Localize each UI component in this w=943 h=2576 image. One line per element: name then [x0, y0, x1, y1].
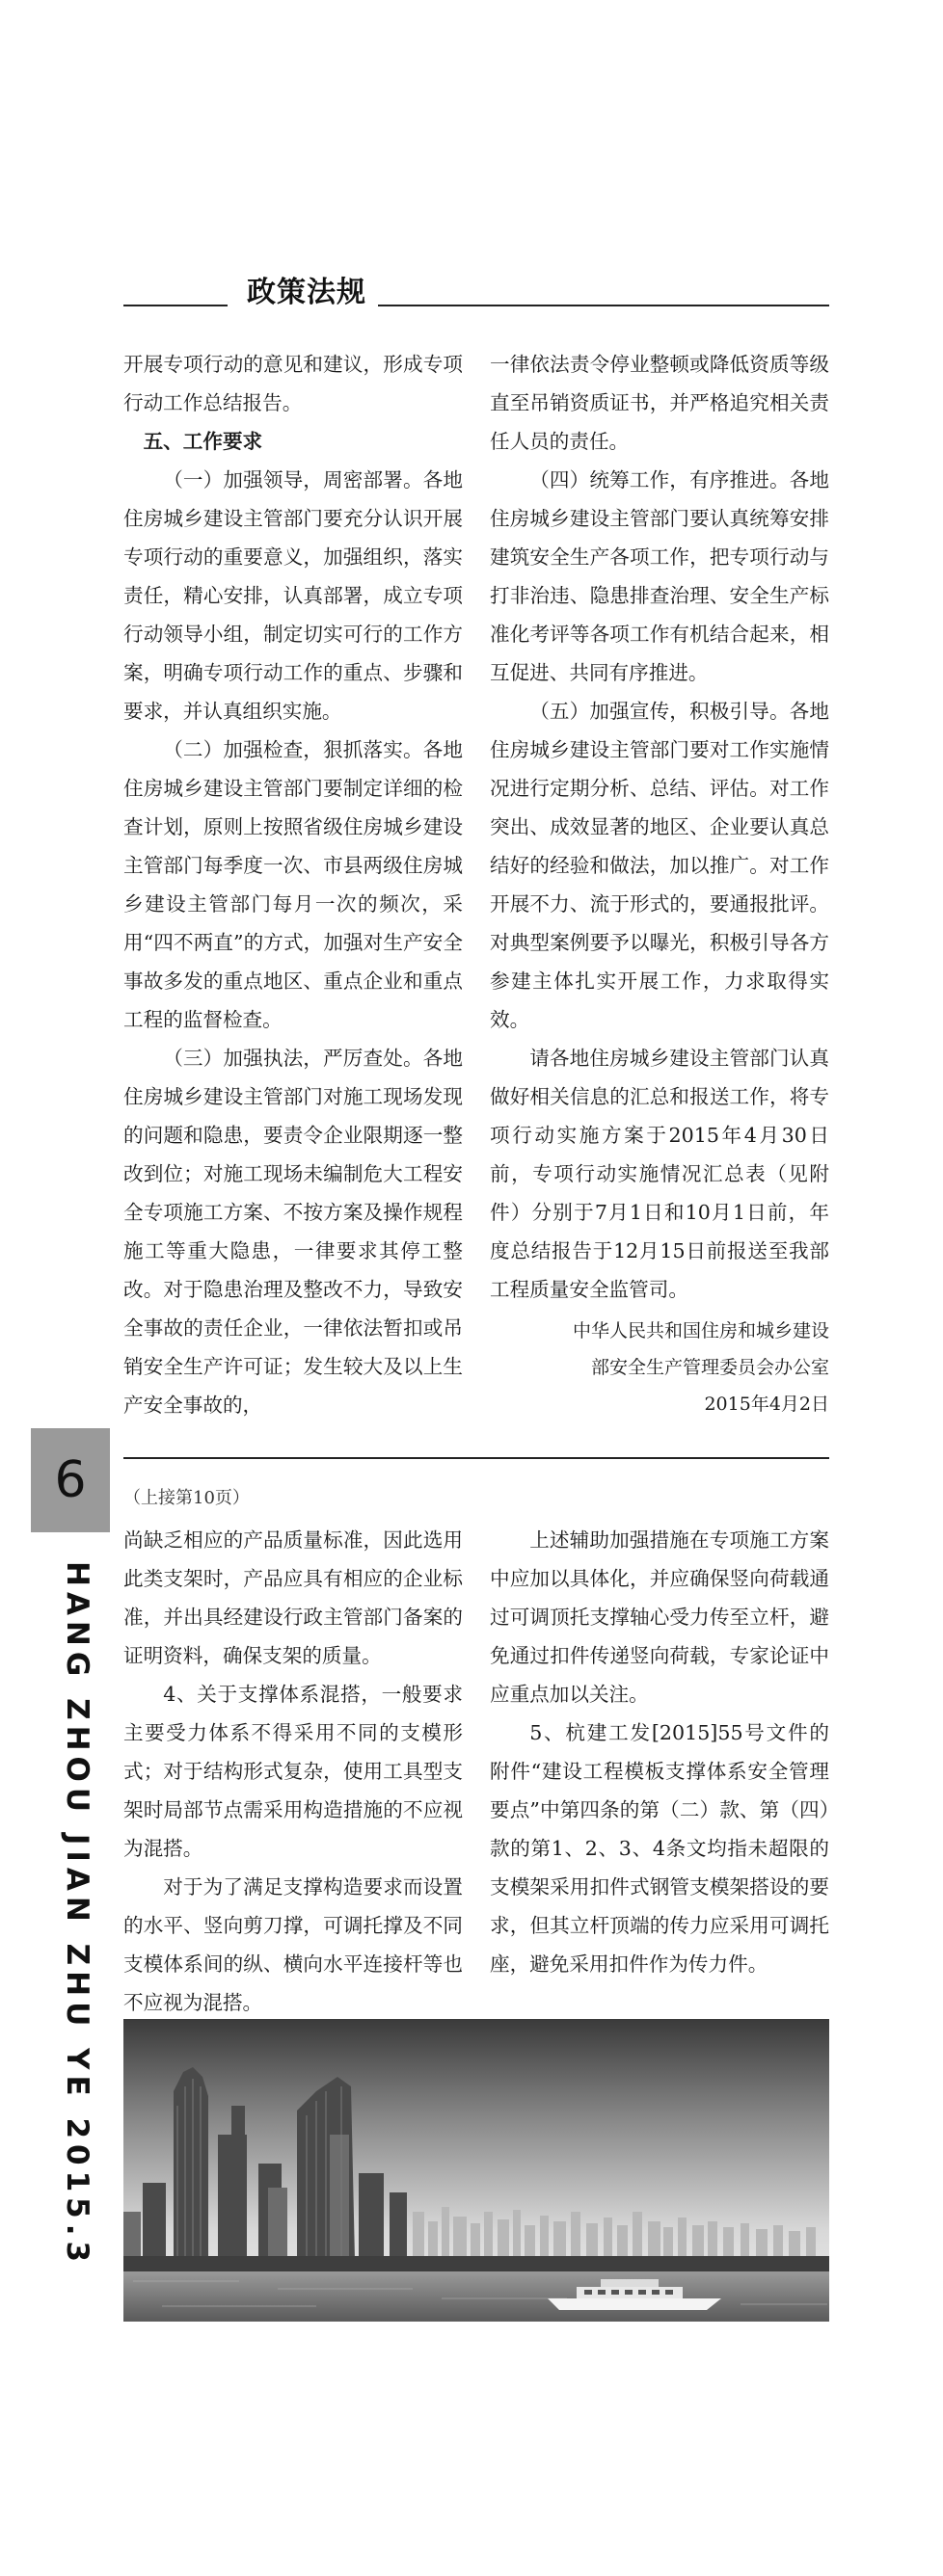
header-rule-left [123, 305, 228, 306]
paragraph: 请各地住房城乡建设主管部门认真做好相关信息的汇总和报送工作，将专项行动实施方案于2015年4月30日前，专项行动实施情况汇总表（见附件）分别于7月1日和10月1日前，年度总结报告于12月15日前报送至我部工程质量安全监管司。 [490, 1047, 829, 1301]
top-left-column [123, 345, 463, 1424]
signature-date: 2015年4月2日 [704, 1394, 829, 1415]
paragraph: 对于为了满足支撑构造要求而设置的水平、竖向剪刀撑，可调托撑及不同支模体系间的纵、横向水平连接杆等也不应视为混搭。 [123, 1875, 463, 2014]
page-number-box [31, 1428, 110, 1532]
section-title: 政策法规 [247, 276, 366, 309]
section-heading: 五、工作要求 [143, 430, 263, 453]
paragraph: （三）加强执法，严厉查处。各地住房城乡建设主管部门对施工现场发现的问题和隐患，要责令企业限期逐一整改到位；对施工现场未编制危大工程安全专项施工方案、不按方案及操作规程施工等重大隐患，一律要求其停工整改。对于隐患治理及整改不力，导致安全事故的责任企业，一律依法暂扣或吊销安全生产许可证；发生较大及以上生产安全事故的， [123, 1047, 463, 1417]
paragraph: 开展专项行动的意见和建议，形成专项行动工作总结报告。 [123, 353, 463, 414]
section-divider [123, 1457, 829, 1459]
paragraph: 5、杭建工发[2015]55号文件的附件“建设工程模板支撑体系安全管理要点”中第四条的第（二）款、第（四）款的第1、2、3、4条文均指未超限的支模架采用扣件式钢管支模架搭设的要求，但其立杆顶端的传力应采用可调托座，避免采用扣件作为传力件。 [490, 1721, 829, 1976]
top-right-column [490, 345, 829, 1422]
paragraph: （五）加强宣传，积极引导。各地住房城乡建设主管部门要对工作实施情况进行定期分析、总结、评估。对工作突出、成效显著的地区、企业要认真总结好的经验和做法，加以推广。对工作开展不力、流于形式的，要通报批评。对典型案例要予以曝光，积极引导各方参建主体扎实开展工作，力求取得实效。 [490, 700, 829, 1031]
page-number: 6 [54, 1451, 87, 1509]
city-skyline-image [123, 2019, 829, 2322]
paragraph: 上述辅助加强措施在专项施工方案中应加以具体化，并应确保竖向荷载通过可调顶托支撑轴心受力传至立杆，避免通过扣件传递竖向荷载，专家论证中应重点加以关注。 [490, 1528, 829, 1706]
paragraph: 尚缺乏相应的产品质量标准，因此选用此类支架时，产品应具有相应的企业标准，并出具经建设行政主管部门备案的证明资料，确保支架的质量。 [123, 1528, 463, 1667]
bottom-right-column [490, 1521, 829, 1983]
continued-note: （上接第10页） [123, 1488, 250, 1508]
signature-block [490, 1309, 829, 1422]
signature-line-1: 中华人民共和国住房和城乡建设 [572, 1320, 829, 1341]
header-rule-right [378, 305, 829, 306]
paragraph: （四）统筹工作，有序推进。各地住房城乡建设主管部门要认真统筹安排建筑安全生产各项工作，把专项行动与打非治违、隐患排查治理、安全生产标准化考评等各项工作有机结合起来，相互促进、共同有序推进。 [490, 468, 829, 684]
paragraph: 4、关于支撑体系混搭，一般要求主要受力体系不得采用不同的支模形式；对于结构形式复杂，使用工具型支架时局部节点需采用构造措施的不应视为混搭。 [123, 1683, 463, 1860]
signature-line-2: 部安全生产管理委员会办公室 [590, 1357, 829, 1378]
paragraph: 一律依法责令停业整顿或降低资质等级直至吊销资质证书，并严格追究相关责任人员的责任。 [490, 353, 829, 453]
journal-spine-text: HANG ZHOU JIAN ZHU YE 2015.3 [60, 1561, 94, 2269]
paragraph: （一）加强领导，周密部署。各地住房城乡建设主管部门要充分认识开展专项行动的重要意义，加强组织，落实责任，精心安排，认真部署，成立专项行动领导小组，制定切实可行的工作方案，明确专项行动工作的重点、步骤和要求，并认真组织实施。 [123, 468, 463, 723]
section-header [123, 262, 829, 310]
bottom-left-column [123, 1521, 463, 2022]
paragraph: （二）加强检查，狠抓落实。各地住房城乡建设主管部门要制定详细的检查计划，原则上按照省级住房城乡建设主管部门每季度一次、市县两级住房城乡建设主管部门每月一次的频次，采用“四不两直”的方式，加强对生产安全事故多发的重点地区、重点企业和重点工程的监督检查。 [123, 738, 463, 1031]
